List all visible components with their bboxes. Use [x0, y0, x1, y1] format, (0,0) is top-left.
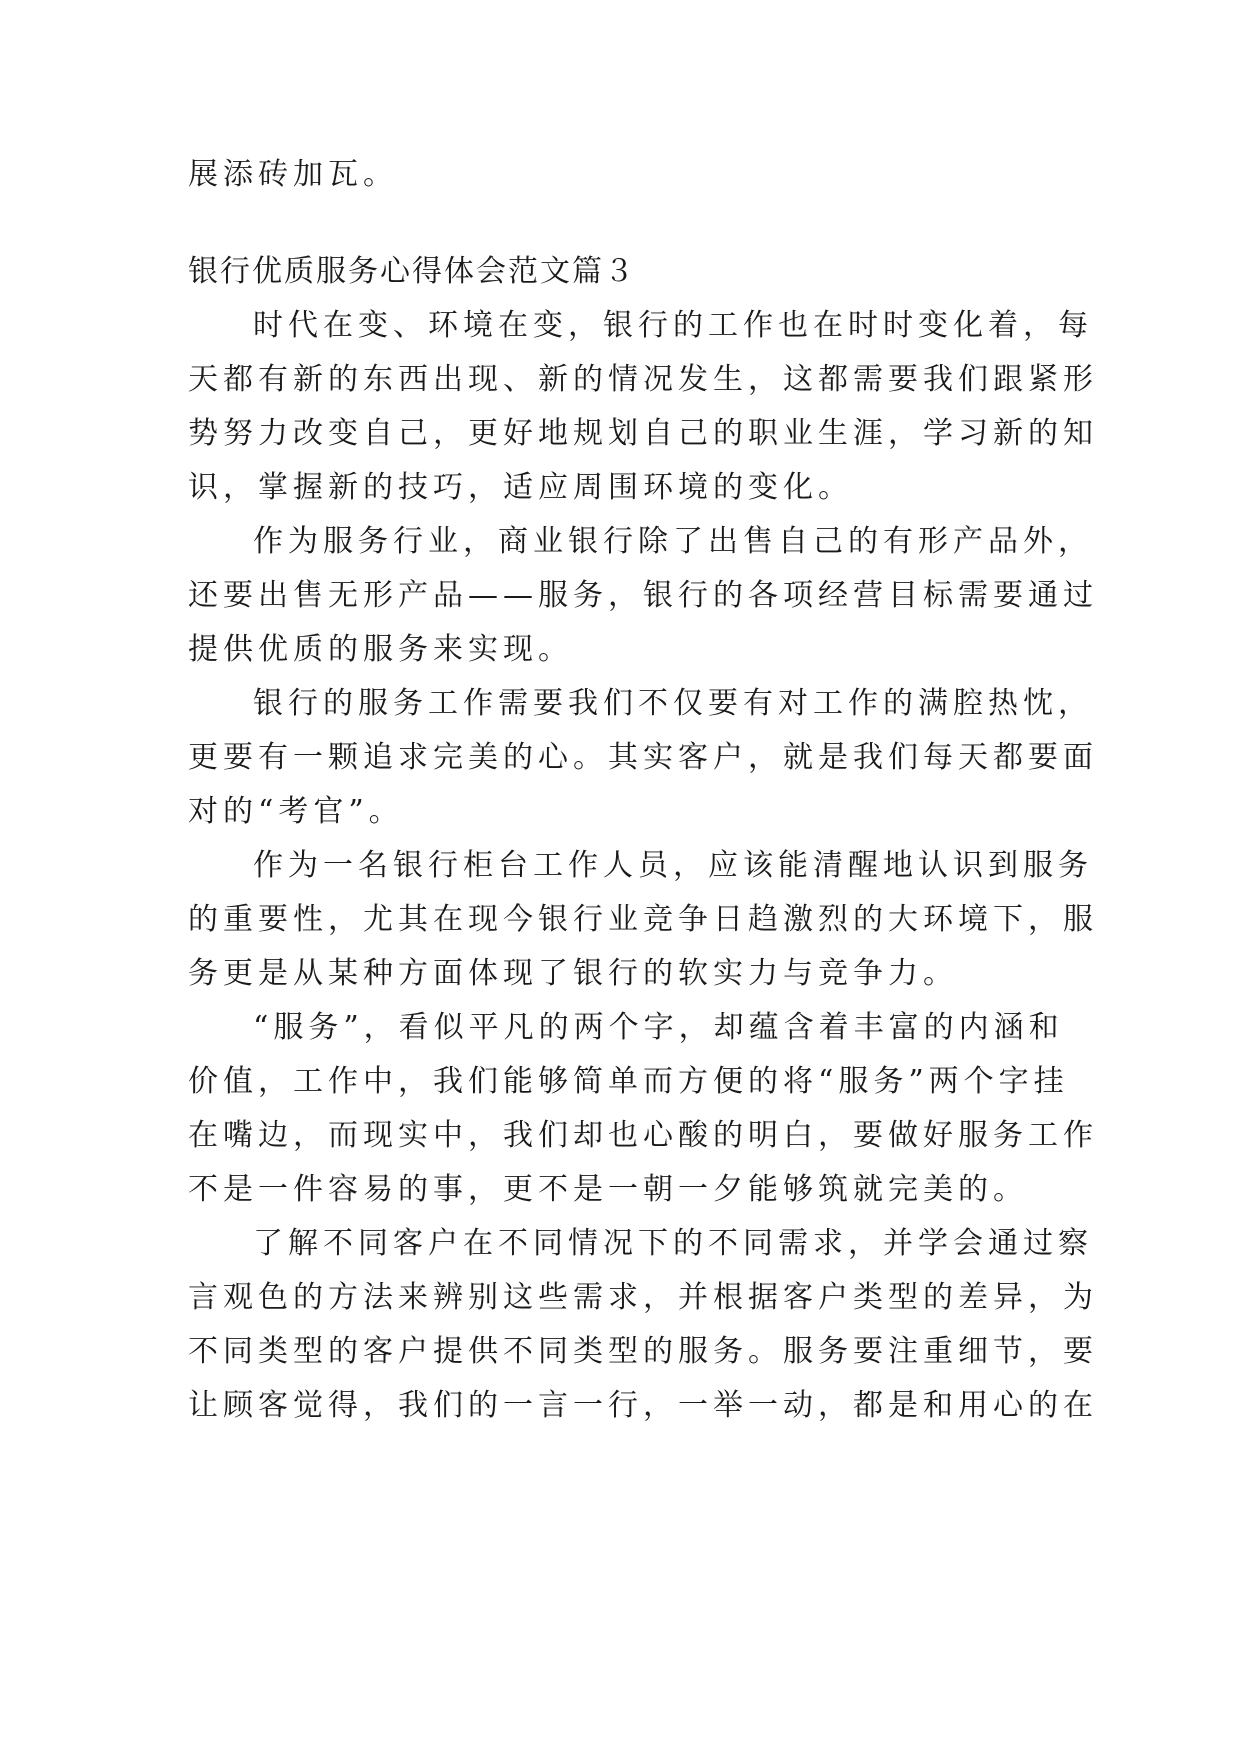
paragraph-line: 言观色的方法来辨别这些需求，并根据客户类型的差异，为 — [188, 1280, 1098, 1315]
paragraph-line: 作为服务行业，商业银行除了出售自己的有形产品外， — [253, 524, 1093, 559]
paragraph-line: 天都有新的东西出现、新的情况发生，这都需要我们跟紧形 — [188, 362, 1098, 397]
paragraph-line: 识，掌握新的技巧，适应周围环境的变化。 — [188, 470, 853, 505]
paragraph-line: 的重要性，尤其在现今银行业竞争日趋激烈的大环境下，服 — [188, 902, 1098, 937]
paragraph-line: 在嘴边，而现实中，我们却也心酸的明白，要做好服务工作 — [188, 1118, 1098, 1153]
paragraph-line: 对的“考官”。 — [188, 794, 404, 829]
paragraph-line: 务更是从某种方面体现了银行的软实力与竞争力。 — [188, 956, 958, 991]
paragraph-line: 还要出售无形产品——服务，银行的各项经营目标需要通过 — [188, 578, 1098, 613]
paragraph-line: 不同类型的客户提供不同类型的服务。服务要注重细节，要 — [188, 1334, 1098, 1369]
paragraph-line: 时代在变、环境在变，银行的工作也在时时变化着，每 — [253, 308, 1093, 343]
paragraph-line: 银行的服务工作需要我们不仅要有对工作的满腔热忱， — [253, 686, 1093, 721]
paragraph-line: 作为一名银行柜台工作人员，应该能清醒地认识到服务 — [253, 848, 1093, 883]
paragraph-line-continuation: 展添砖加瓦。 — [188, 157, 398, 192]
paragraph-line: 不是一件容易的事，更不是一朝一夕能够筑就完美的。 — [188, 1172, 1028, 1207]
paragraph-line: 势努力改变自己，更好地规划自己的职业生涯，学习新的知 — [188, 416, 1098, 451]
paragraph-line: 让顾客觉得，我们的一言一行，一举一动，都是和用心的在 — [188, 1388, 1098, 1423]
paragraph-line: 价值，工作中，我们能够简单而方便的将“服务”两个字挂 — [188, 1064, 1069, 1099]
section-heading: 银行优质服务心得体会范文篇３ — [188, 254, 636, 289]
paragraph-line: 提供优质的服务来实现。 — [188, 632, 573, 667]
paragraph-line: “服务”，看似平凡的两个字，却蕴含着丰富的内涵和 — [253, 1010, 1064, 1045]
paragraph-line: 更要有一颗追求完美的心。其实客户，就是我们每天都要面 — [188, 740, 1098, 775]
paragraph-line: 了解不同客户在不同情况下的不同需求，并学会通过察 — [253, 1226, 1093, 1261]
